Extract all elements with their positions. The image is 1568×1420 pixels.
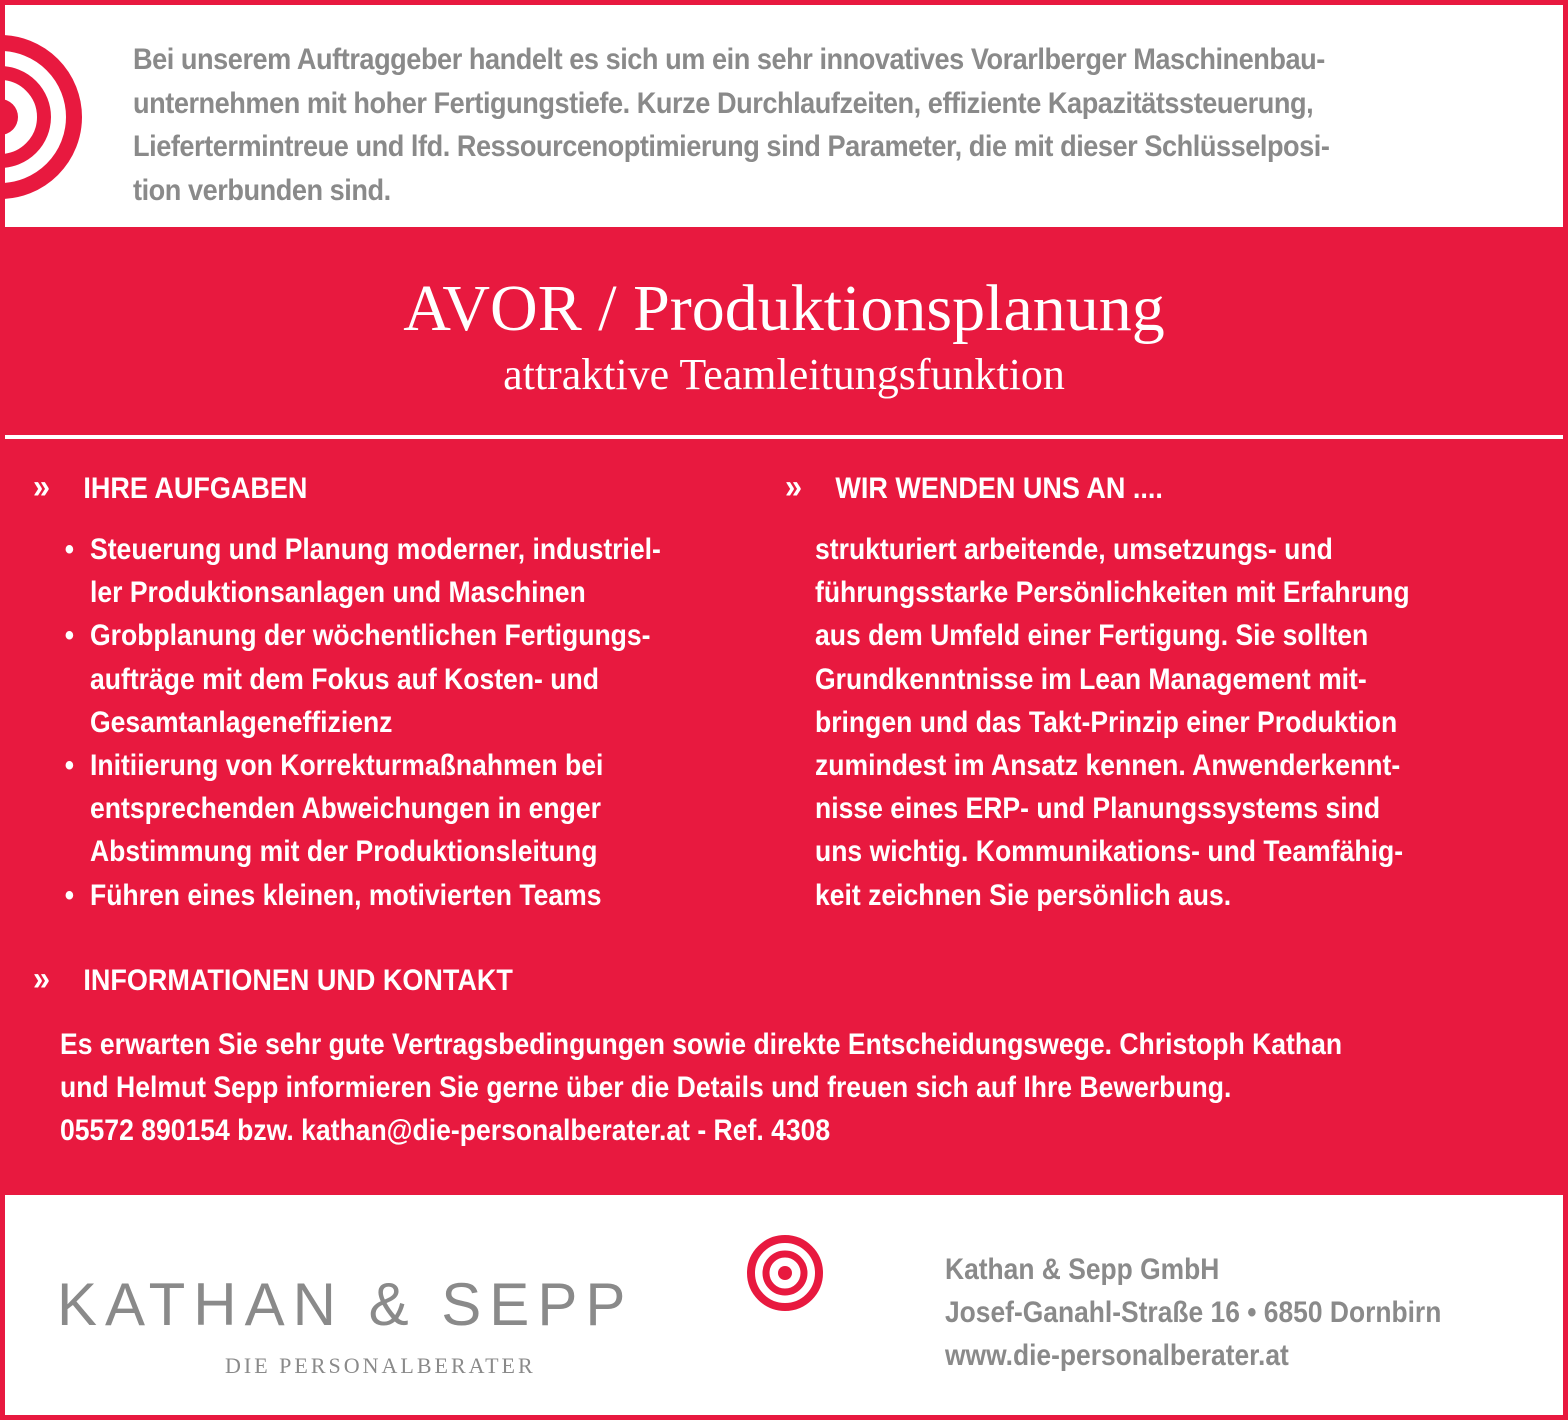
double-chevron-right-icon: » bbox=[33, 468, 51, 506]
contact-line: und Helmut Sepp informieren Sie gerne über die Details und freuen sich auf Ihre Bewerbung. bbox=[60, 1071, 1232, 1105]
profile-line: strukturiert arbeitende, umsetzungs- und bbox=[815, 533, 1333, 566]
job-title: AVOR / Produktionsplanung bbox=[403, 272, 1165, 345]
task-line: ler Produktionsanlagen und Maschinen bbox=[90, 576, 586, 610]
profile-line: zumindest im Ansatz kennen. Anwenderkennt- bbox=[815, 749, 1401, 783]
task-line: • Grobplanung der wöchentlichen Fertigungs- bbox=[90, 614, 661, 657]
profile-line: keit zeichnen Sie persönlich aus. bbox=[815, 878, 1232, 912]
logo-wordmark: KATHAN & SEPP bbox=[57, 1271, 634, 1338]
profile-line: Grundkenntnisse im Lean Management mit- bbox=[815, 662, 1367, 696]
target-icon bbox=[745, 1233, 825, 1313]
profile-line: führungsstarke Persönlichkeiten mit Erfahrung bbox=[815, 576, 1410, 610]
company-info bbox=[945, 1248, 1441, 1377]
tasks-heading-label: IHRE AUFGABEN bbox=[83, 472, 308, 505]
contact-text bbox=[60, 1023, 1342, 1153]
profile-line: nisse eines ERP- und Planungssystems sind bbox=[815, 792, 1381, 826]
contact-heading bbox=[33, 959, 513, 1001]
profile-text bbox=[815, 528, 1410, 917]
intro-line: Bei unserem Auftraggeber handelt es sich um ein sehr innovatives Vorarlberger Maschinenbau- bbox=[133, 43, 1325, 76]
contact-line: 05572 890154 bzw. kathan@die-personalberater.at - Ref. 4308 bbox=[60, 1114, 831, 1148]
list-item bbox=[90, 874, 661, 917]
logo-tagline: DIE PERSONALBERATER bbox=[225, 1353, 536, 1378]
contact-heading-label: INFORMATIONEN UND KONTAKT bbox=[83, 964, 513, 997]
company-website[interactable]: www.die-personalberater.at bbox=[945, 1339, 1289, 1372]
intro-text bbox=[133, 38, 1421, 212]
footer-section bbox=[5, 1195, 1563, 1415]
double-chevron-right-icon: » bbox=[33, 960, 51, 998]
profile-heading-label: WIR WENDEN UNS AN .... bbox=[835, 472, 1163, 505]
task-line: • Initiierung von Korrekturmaßnahmen bei bbox=[90, 744, 661, 787]
task-line: Gesamtanlageneffizienz bbox=[90, 705, 393, 739]
profile-line: aus dem Umfeld einer Fertigung. Sie sollten bbox=[815, 619, 1369, 653]
company-address: Josef-Ganahl-Straße 16 • 6850 Dornbirn bbox=[945, 1296, 1442, 1329]
title-band bbox=[5, 227, 1563, 439]
profile-line: uns wichtig. Kommunikations- und Teamfähig- bbox=[815, 835, 1404, 869]
main-section bbox=[5, 227, 1563, 1195]
task-line: aufträge mit dem Fokus auf Kosten- und bbox=[90, 662, 599, 696]
intro-line: tion verbunden sind. bbox=[133, 173, 391, 207]
list-item bbox=[90, 614, 661, 744]
task-line: • Steuerung und Planung moderner, industriel- bbox=[90, 528, 661, 571]
task-line: • Führen eines kleinen, motivierten Teams bbox=[90, 874, 661, 917]
double-chevron-right-icon: » bbox=[785, 468, 803, 506]
task-line: Abstimmung mit der Produktionsleitung bbox=[90, 835, 598, 869]
tasks-list bbox=[90, 528, 661, 917]
target-icon bbox=[0, 27, 95, 207]
tasks-heading bbox=[33, 467, 307, 509]
intro-line: Liefertermintreue und lfd. Ressourcenoptimierung sind Parameter, die mit dieser Schlüsselposi- bbox=[133, 130, 1330, 163]
intro-section bbox=[5, 5, 1563, 227]
intro-line: unternehmen mit hoher Fertigungstiefe. Kurze Durchlaufzeiten, effiziente Kapazitätssteuerung, bbox=[133, 86, 1314, 120]
list-item bbox=[90, 744, 661, 874]
company-name: Kathan & Sepp GmbH bbox=[945, 1253, 1220, 1286]
task-line: entsprechenden Abweichungen in enger bbox=[90, 792, 601, 826]
job-subtitle: attraktive Teamleitungsfunktion bbox=[503, 350, 1065, 399]
contact-line: Es erwarten Sie sehr gute Vertragsbedingungen sowie direkte Entscheidungswege. Christoph Kathan bbox=[60, 1028, 1343, 1061]
list-item bbox=[90, 528, 661, 614]
profile-line: bringen und das Takt-Prinzip einer Produktion bbox=[815, 705, 1398, 739]
profile-heading bbox=[785, 467, 1163, 509]
